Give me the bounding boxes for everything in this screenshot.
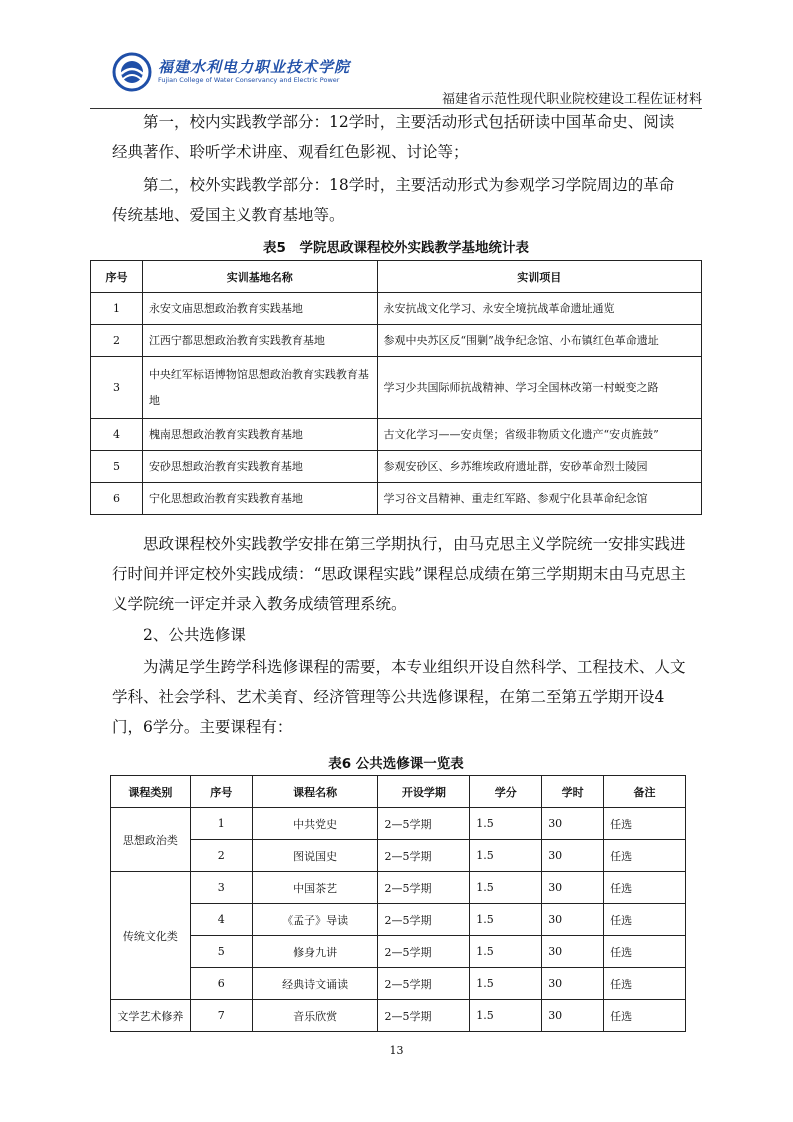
table-cell: 1.5	[470, 872, 542, 904]
table-cell: 1.5	[470, 1000, 542, 1032]
table-cell: 古文化学习——安贞堡；省级非物质文化遗产“安贞旌鼓”	[377, 419, 701, 451]
table-cell: 槐南思想政治教育实践教育基地	[142, 419, 377, 451]
table-cell: 6	[91, 483, 143, 515]
table-cell: 30	[542, 1000, 604, 1032]
table-cell: 任选	[604, 840, 686, 872]
table6-header-course: 课程名称	[252, 776, 378, 808]
header-title: 福建省示范性现代职业院校建设工程佐证材料	[441, 92, 702, 107]
table-cell: 1.5	[470, 968, 542, 1000]
logo-chinese-name: 福建水利电力职业技术学院	[158, 58, 351, 76]
table-cell: 1	[190, 808, 252, 840]
table-cell: 学习少共国际师抗战精神、学习全国林改第一村蜕变之路	[377, 357, 701, 419]
category-cell: 思想政治类	[111, 808, 191, 872]
table-cell: 2—5学期	[378, 872, 470, 904]
table-row	[91, 419, 702, 451]
table-cell: 永安抗战文化学习、永安全境抗战革命遗址通览	[377, 293, 701, 325]
table-cell: 参观安砂区、乡苏维埃政府遗址群，安砂革命烈士陵园	[377, 451, 701, 483]
table-cell: 1	[91, 293, 143, 325]
table-cell: 2—5学期	[378, 904, 470, 936]
table-cell: 2—5学期	[378, 840, 470, 872]
table-cell: 安砂思想政治教育实践教育基地	[142, 451, 377, 483]
table-header-row	[111, 776, 686, 808]
table-cell: 宁化思想政治教育实践教育基地	[142, 483, 377, 515]
table-row	[111, 1000, 686, 1032]
table-row	[91, 451, 702, 483]
table-row	[111, 936, 686, 968]
table-cell: 4	[190, 904, 252, 936]
table5-header-no: 序号	[91, 261, 143, 293]
table6-header-no: 序号	[190, 776, 252, 808]
table-cell: 《孟子》导读	[252, 904, 378, 936]
table5-header-base: 实训基地名称	[142, 261, 377, 293]
table-cell: 3	[91, 357, 143, 419]
table-cell: 2—5学期	[378, 936, 470, 968]
table-cell: 5	[91, 451, 143, 483]
table6-header-credit: 学分	[470, 776, 542, 808]
table-cell: 2	[91, 325, 143, 357]
table-cell: 永安文庙思想政治教育实践基地	[142, 293, 377, 325]
table-cell: 学习谷文昌精神、重走红军路、参观宁化县革命纪念馆	[377, 483, 701, 515]
table-cell: 任选	[604, 968, 686, 1000]
paragraph-offcampus-schedule: 思政课程校外实践教学安排在第三学期执行，由马克思主义学院统一安排实践进行时间并评定校外实践成绩：“思政课程实践”课程总成绩在第三学期期末由马克思主义学院统一评定并录入教务成绩管理系统。	[112, 535, 686, 613]
table-cell: 图说国史	[252, 840, 378, 872]
college-emblem-icon	[112, 52, 152, 92]
table-row	[91, 325, 702, 357]
table-cell: 经典诗文诵读	[252, 968, 378, 1000]
table5-practice-bases	[90, 260, 702, 515]
table-cell: 中共党史	[252, 808, 378, 840]
table-cell: 参观中央苏区反“围剿”战争纪念馆、小布镇红色革命遗址	[377, 325, 701, 357]
table-cell: 2—5学期	[378, 808, 470, 840]
category-cell: 文学艺术修养	[111, 1000, 191, 1032]
table-cell: 任选	[604, 872, 686, 904]
table-row	[91, 483, 702, 515]
table-cell: 音乐欣赏	[252, 1000, 378, 1032]
table6-header-category: 课程类别	[111, 776, 191, 808]
table-row	[111, 872, 686, 904]
page-number: 13	[389, 1044, 404, 1057]
table-cell: 修身九讲	[252, 936, 378, 968]
table-row	[111, 904, 686, 936]
table-cell: 30	[542, 936, 604, 968]
paragraph-offcampus-practice: 第二，校外实践教学部分：18学时，主要活动形式为参观学习学院周边的革命传统基地、爱国主义教育基地等。	[112, 176, 675, 224]
category-cell: 传统文化类	[111, 872, 191, 1000]
table-cell: 30	[542, 840, 604, 872]
table-cell: 1.5	[470, 808, 542, 840]
table-cell: 1.5	[470, 936, 542, 968]
table-row	[111, 808, 686, 840]
table5-header-project: 实训项目	[377, 261, 701, 293]
table-cell: 4	[91, 419, 143, 451]
table6-header-semester: 开设学期	[378, 776, 470, 808]
table-cell: 中央红军标语博物馆思想政治教育实践教育基地	[142, 357, 377, 419]
table-row	[111, 840, 686, 872]
table-cell: 任选	[604, 936, 686, 968]
table-cell: 2	[190, 840, 252, 872]
logo-english-name: Fujian College of Water Conservancy and Electric Power	[158, 76, 340, 84]
table-cell: 2—5学期	[378, 1000, 470, 1032]
table-cell: 5	[190, 936, 252, 968]
table-row	[111, 968, 686, 1000]
table-cell: 任选	[604, 808, 686, 840]
table-cell: 任选	[604, 904, 686, 936]
table-cell: 30	[542, 808, 604, 840]
table-cell: 3	[190, 872, 252, 904]
paragraph-campus-practice: 第一，校内实践教学部分：12学时，主要活动形式包括研读中国革命史、阅读经典著作、聆听学术讲座、观看红色影视、讨论等；	[112, 113, 675, 161]
table-cell: 6	[190, 968, 252, 1000]
table-header-row	[91, 261, 702, 293]
table-cell: 1.5	[470, 904, 542, 936]
table-cell: 30	[542, 872, 604, 904]
table6-caption: 表6 公共选修课一览表	[328, 756, 464, 772]
table-cell: 任选	[604, 1000, 686, 1032]
table6-header-hours: 学时	[542, 776, 604, 808]
table-cell: 1.5	[470, 840, 542, 872]
page-header	[90, 42, 702, 110]
table-cell: 2—5学期	[378, 968, 470, 1000]
table6-public-electives	[110, 775, 686, 1032]
table-cell: 中国茶艺	[252, 872, 378, 904]
paragraph-electives-intro: 为满足学生跨学科选修课程的需要，本专业组织开设自然科学、工程技术、人文学科、社会学科、艺术美育、经济管理等公共选修课程，在第二至第五学期开设4门，6学分。主要课程有：	[112, 658, 686, 736]
table-row	[91, 293, 702, 325]
table-cell: 30	[542, 904, 604, 936]
table5-caption: 表5 学院思政课程校外实践教学基地统计表	[263, 240, 529, 256]
table-cell: 30	[542, 968, 604, 1000]
section-heading-electives: 2、公共选修课	[143, 626, 246, 644]
table-cell: 7	[190, 1000, 252, 1032]
table-row	[91, 357, 702, 419]
table6-header-remark: 备注	[604, 776, 686, 808]
table-cell: 江西宁都思想政治教育实践教育基地	[142, 325, 377, 357]
college-logo	[112, 52, 382, 92]
